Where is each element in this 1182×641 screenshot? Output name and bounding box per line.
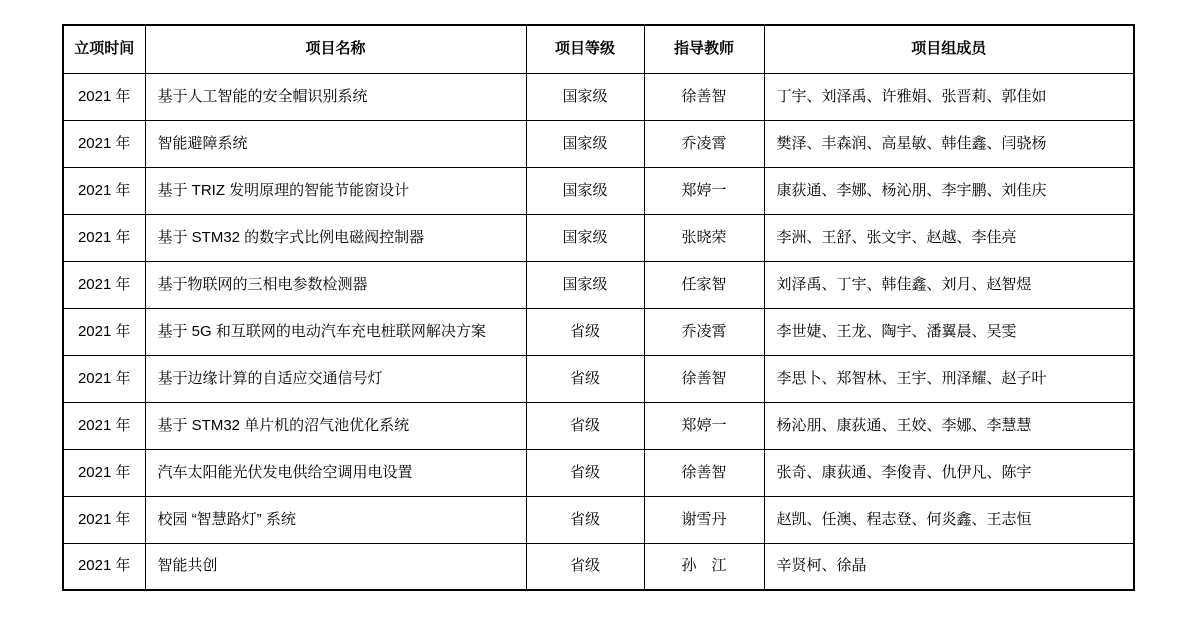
header-teacher: 指导教师	[644, 25, 764, 73]
header-project-name: 项目名称	[145, 25, 526, 73]
members-cell: 樊泽、丰森润、高星敏、韩佳鑫、闫骁杨	[764, 120, 1134, 167]
members-cell: 李洲、王舒、张文宇、赵越、李佳亮	[764, 214, 1134, 261]
table-row	[63, 120, 1134, 167]
project-name-cell: 基于人工智能的安全帽识别系统	[145, 73, 526, 120]
year-cell: 2021 年	[63, 73, 145, 120]
projects-table	[62, 24, 1135, 591]
teacher-cell: 乔凌霄	[644, 120, 764, 167]
project-name-cell: 基于 STM32 单片机的沼气池优化系统	[145, 402, 526, 449]
project-name-cell: 基于 5G 和互联网的电动汽车充电桩联网解决方案	[145, 308, 526, 355]
table-row	[63, 73, 1134, 120]
level-cell: 国家级	[526, 120, 644, 167]
project-name-cell: 智能避障系统	[145, 120, 526, 167]
level-cell: 国家级	[526, 261, 644, 308]
table-row	[63, 261, 1134, 308]
teacher-cell: 徐善智	[644, 355, 764, 402]
level-cell: 省级	[526, 355, 644, 402]
members-cell: 刘泽禹、丁宇、韩佳鑫、刘月、赵智煜	[764, 261, 1134, 308]
level-cell: 省级	[526, 308, 644, 355]
year-cell: 2021 年	[63, 402, 145, 449]
year-cell: 2021 年	[63, 120, 145, 167]
members-cell: 张奇、康荻通、李俊青、仇伊凡、陈宇	[764, 449, 1134, 496]
project-name-cell: 基于 TRIZ 发明原理的智能节能窗设计	[145, 167, 526, 214]
year-cell: 2021 年	[63, 496, 145, 543]
teacher-cell: 张晓荣	[644, 214, 764, 261]
header-members: 项目组成员	[764, 25, 1134, 73]
table-row	[63, 355, 1134, 402]
teacher-cell: 徐善智	[644, 449, 764, 496]
teacher-cell: 郑婷一	[644, 402, 764, 449]
year-cell: 2021 年	[63, 261, 145, 308]
level-cell: 省级	[526, 543, 644, 590]
project-name-cell: 汽车太阳能光伏发电供给空调用电设置	[145, 449, 526, 496]
table-row	[63, 449, 1134, 496]
members-cell: 杨沁朋、康荻通、王姣、李娜、李慧慧	[764, 402, 1134, 449]
project-name-cell: 基于物联网的三相电参数检测器	[145, 261, 526, 308]
level-cell: 国家级	[526, 214, 644, 261]
project-name-cell: 智能共创	[145, 543, 526, 590]
year-cell: 2021 年	[63, 308, 145, 355]
teacher-cell: 乔凌霄	[644, 308, 764, 355]
members-cell: 辛贤柯、徐晶	[764, 543, 1134, 590]
level-cell: 省级	[526, 449, 644, 496]
year-cell: 2021 年	[63, 214, 145, 261]
teacher-cell: 谢雪丹	[644, 496, 764, 543]
header-level: 项目等级	[526, 25, 644, 73]
teacher-cell: 任家智	[644, 261, 764, 308]
project-name-cell: 校园 “智慧路灯” 系统	[145, 496, 526, 543]
year-cell: 2021 年	[63, 355, 145, 402]
table-row	[63, 167, 1134, 214]
table-row	[63, 496, 1134, 543]
year-cell: 2021 年	[63, 167, 145, 214]
project-name-cell: 基于 STM32 的数字式比例电磁阀控制器	[145, 214, 526, 261]
table-row	[63, 402, 1134, 449]
level-cell: 国家级	[526, 73, 644, 120]
project-name-cell: 基于边缘计算的自适应交通信号灯	[145, 355, 526, 402]
members-cell: 赵凯、任澳、程志登、何炎鑫、王志恒	[764, 496, 1134, 543]
members-cell: 李世婕、王龙、陶宇、潘翼晨、吴雯	[764, 308, 1134, 355]
table-header-row	[63, 25, 1134, 73]
level-cell: 国家级	[526, 167, 644, 214]
members-cell: 康荻通、李娜、杨沁朋、李宇鹏、刘佳庆	[764, 167, 1134, 214]
year-cell: 2021 年	[63, 449, 145, 496]
members-cell: 丁宇、刘泽禹、许雅娟、张晋莉、郭佳如	[764, 73, 1134, 120]
table-row	[63, 214, 1134, 261]
teacher-cell: 郑婷一	[644, 167, 764, 214]
table-row	[63, 308, 1134, 355]
level-cell: 省级	[526, 496, 644, 543]
teacher-cell: 徐善智	[644, 73, 764, 120]
level-cell: 省级	[526, 402, 644, 449]
table-row	[63, 543, 1134, 590]
header-time: 立项时间	[63, 25, 145, 73]
members-cell: 李思卜、郑智林、王宇、刑泽耀、赵子叶	[764, 355, 1134, 402]
year-cell: 2021 年	[63, 543, 145, 590]
teacher-cell: 孙 江	[644, 543, 764, 590]
